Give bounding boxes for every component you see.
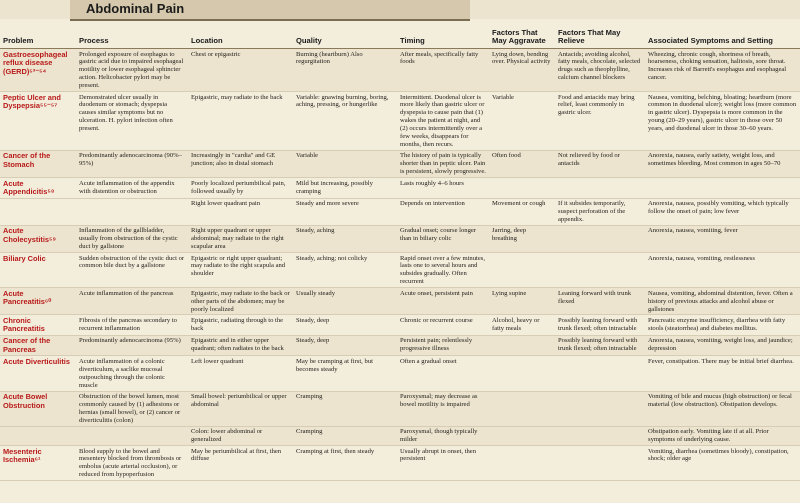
cell-location: Epigastric, may radiate to the back or other parts of the abdomen; may be poorly localized [188, 288, 293, 315]
cell-associated: Anorexia, nausea, vomiting, fever [645, 225, 800, 252]
cell-location: Epigastric or right upper quadrant; may radiate to the right scapula and shoulder [188, 253, 293, 288]
title-bar [0, 0, 800, 19]
cell-relieve: Possibly leaning forward with trunk flexed; often intractable [555, 335, 645, 356]
cell-quality: Usually steady [293, 288, 397, 315]
cell-location: Epigastric, radiating through to the back [188, 315, 293, 336]
table-row [0, 426, 800, 445]
cell-relieve [555, 178, 645, 199]
cell-associated: Anorexia, nausea, vomiting, restlessness [645, 253, 800, 288]
cell-relieve [555, 225, 645, 252]
cell-timing: Paroxysmal; may decrease as bowel motility is impaired [397, 391, 489, 426]
cell-quality: Steady, aching; not colicky [293, 253, 397, 288]
header-relieve: Factors That May Relieve [555, 23, 645, 49]
cell-quality: May be cramping at first, but becomes steady [293, 356, 397, 391]
cell-relieve: Leaning forward with trunk flexed [555, 288, 645, 315]
cell-problem: Gastroesophageal reflux disease (GERD)⁵³⁻⁵⁴ [0, 49, 76, 92]
cell-quality: Cramping [293, 426, 397, 445]
cell-problem: Biliary Colic [0, 253, 76, 288]
cell-aggravate: Movement or cough [489, 198, 555, 225]
abdominal-pain-table [0, 23, 800, 481]
cell-timing: Gradual onset; course longer than in biliary colic [397, 225, 489, 252]
cell-process: Sudden obstruction of the cystic duct or common bile duct by a gallstone [76, 253, 188, 288]
cell-quality: Cramping at first, then steady [293, 446, 397, 481]
header-quality: Quality [293, 23, 397, 49]
cell-quality: Mild but increasing, possibly cramping [293, 178, 397, 199]
header-associated: Associated Symptoms and Setting [645, 23, 800, 49]
cell-relieve: Not relieved by food or antacids [555, 150, 645, 177]
cell-problem: Acute Appendicitis⁵⁸ [0, 178, 76, 199]
cell-timing: Depends on intervention [397, 198, 489, 225]
cell-relieve [555, 426, 645, 445]
cell-location: Chest or epigastric [188, 49, 293, 92]
cell-problem [0, 198, 76, 225]
cell-associated: Nausea, vomiting, belching, bloating; heartburn (more common in duodenal ulcer); weight loss (more common in gastric ulcer). Dyspepsia is more common in the young (20–29 years), gastric ulcer in those over 50 years, and duodenal ulcer in those 30–60 years. [645, 92, 800, 151]
cell-quality: Variable: gnawing burning, boring, aching, pressing, or hungerlike [293, 92, 397, 151]
cell-location: Epigastric and in either upper quadrant; often radiates to the back [188, 335, 293, 356]
cell-timing: Often a gradual onset [397, 356, 489, 391]
table-row [0, 198, 800, 225]
cell-relieve: Food and antacids may bring relief, least commonly in gastric ulcer. [555, 92, 645, 151]
table-row [0, 150, 800, 177]
cell-location: Colon: lower abdominal or generalized [188, 426, 293, 445]
cell-location: Right lower quadrant pain [188, 198, 293, 225]
cell-relieve [555, 253, 645, 288]
table-row [0, 446, 800, 481]
cell-aggravate [489, 426, 555, 445]
cell-location: Increasingly in "cardia" and GE junction; also in distal stomach [188, 150, 293, 177]
table-row [0, 288, 800, 315]
cell-timing: Rapid onset over a few minutes, lasts one to several hours and subsides gradually. Often recurrent [397, 253, 489, 288]
cell-process: Predominantly adenocarcinoma (95%) [76, 335, 188, 356]
cell-problem: Acute Diverticulitis [0, 356, 76, 391]
cell-timing: Lasts roughly 4–6 hours [397, 178, 489, 199]
header-problem: Problem [0, 23, 76, 49]
cell-quality: Steady, deep [293, 315, 397, 336]
cell-quality: Steady, deep [293, 335, 397, 356]
cell-aggravate [489, 335, 555, 356]
cell-location: Right upper quadrant or upper abdominal; may radiate to the right scapular area [188, 225, 293, 252]
cell-relieve [555, 446, 645, 481]
cell-quality: Steady and more severe [293, 198, 397, 225]
cell-aggravate: Often food [489, 150, 555, 177]
cell-associated: Pancreatic enzyme insufficiency, diarrhea with fatty stools (steatorrhea) and diabetes mellitus. [645, 315, 800, 336]
cell-location: Small bowel: periumbilical or upper abdominal [188, 391, 293, 426]
table-row [0, 391, 800, 426]
cell-problem: Chronic Pancreatitis [0, 315, 76, 336]
table-row [0, 253, 800, 288]
cell-process: Acute inflammation of a colonic diverticulum, a saclike mucosal outpouching through the colonic muscle [76, 356, 188, 391]
cell-timing: Paroxysmal, though typically milder [397, 426, 489, 445]
cell-associated: Anorexia, nausea, vomiting, weight loss, and jaundice; depression [645, 335, 800, 356]
cell-process: Fibrosis of the pancreas secondary to recurrent inflammation [76, 315, 188, 336]
cell-aggravate [489, 391, 555, 426]
cell-timing: Acute onset, persistent pain [397, 288, 489, 315]
cell-associated: Vomiting of bile and mucus (high obstruction) or fecal material (low obstruction). Obstipation develops. [645, 391, 800, 426]
header-timing: Timing [397, 23, 489, 49]
table-row [0, 92, 800, 151]
cell-aggravate: Lying supine [489, 288, 555, 315]
cell-associated [645, 178, 800, 199]
cell-process: Predominantly adenocarcinoma (90%–95%) [76, 150, 188, 177]
cell-quality: Steady, aching [293, 225, 397, 252]
cell-timing: The history of pain is typically shorter than in peptic ulcer. Pain is persistent, slowly progressive. [397, 150, 489, 177]
cell-relieve: If it subsides temporarily, suspect perforation of the appendix. [555, 198, 645, 225]
cell-problem: Acute Cholecystitis⁵⁹ [0, 225, 76, 252]
table-row [0, 178, 800, 199]
cell-timing: Persistent pain; relentlessly progressive illness [397, 335, 489, 356]
cell-quality: Burning (heartburn) Also regurgitation [293, 49, 397, 92]
table-row [0, 225, 800, 252]
cell-process: Inflammation of the gallbladder, usually from obstruction of the cystic duct by gallstone [76, 225, 188, 252]
header-process: Process [76, 23, 188, 49]
cell-process: Blood supply to the bowel and mesentery blocked from thrombosis or embolus (acute arterial occlusion), or reduced from hypoperfusion [76, 446, 188, 481]
cell-aggravate: Lying down, bending over. Physical activity [489, 49, 555, 92]
table-row [0, 315, 800, 336]
cell-aggravate [489, 178, 555, 199]
cell-quality: Cramping [293, 391, 397, 426]
cell-timing: Chronic or recurrent course [397, 315, 489, 336]
cell-location: May be periumbilical at first, then diffuse [188, 446, 293, 481]
table-row [0, 49, 800, 92]
table-row [0, 335, 800, 356]
cell-associated: Wheezing, chronic cough, shortness of breath, hoarseness, choking sensation, halitosis, sore throat. Increases risk of Barrett's esophagus and esophageal cancer. [645, 49, 800, 92]
cell-process: Prolonged exposure of esophagus to gastric acid due to impaired esophageal motility or lower esophageal sphincter action. Helicobacter pylori may be present. [76, 49, 188, 92]
cell-problem [0, 426, 76, 445]
cell-location: Poorly localized periumbilical pain, followed usually by [188, 178, 293, 199]
header-row [0, 23, 800, 49]
header-location: Location [188, 23, 293, 49]
cell-aggravate [489, 446, 555, 481]
cell-problem: Cancer of the Pancreas [0, 335, 76, 356]
cell-process [76, 198, 188, 225]
cell-relieve: Antacids; avoiding alcohol, fatty meals, chocolate, selected drugs such as theophylline, calcium channel blockers [555, 49, 645, 92]
cell-process [76, 426, 188, 445]
cell-problem: Cancer of the Stomach [0, 150, 76, 177]
cell-quality: Variable [293, 150, 397, 177]
page-title: Abdominal Pain [86, 1, 185, 16]
cell-associated: Vomiting, diarrhea (sometimes bloody), constipation, shock; older age [645, 446, 800, 481]
cell-problem: Peptic Ulcer and Dyspepsia⁵⁵⁻⁵⁷ [0, 92, 76, 151]
cell-problem: Acute Bowel Obstruction [0, 391, 76, 426]
table-row [0, 356, 800, 391]
cell-problem: Acute Pancreatitis⁶⁰ [0, 288, 76, 315]
cell-associated: Obstipation early. Vomiting late if at all. Prior symptoms of underlying cause. [645, 426, 800, 445]
cell-aggravate: Variable [489, 92, 555, 151]
cell-process: Acute inflammation of the appendix with distention or obstruction [76, 178, 188, 199]
cell-process: Demonstrated ulcer usually in duodenum or stomach; dyspepsia causes similar symptoms but no ulceration. H. pylori infection often present. [76, 92, 188, 151]
cell-associated: Anorexia, nausea, possibly vomiting, which typically follow the onset of pain; low fever [645, 198, 800, 225]
cell-timing: Intermittent. Duodenal ulcer is more likely than gastric ulcer or dyspepsia to cause pain that (1) wakes the patient at night, and (2) occurs intermittently over a few weeks, disappears for months, then recurs. [397, 92, 489, 151]
cell-timing: Usually abrupt in onset, then persistent [397, 446, 489, 481]
header-aggravate: Factors That May Aggravate [489, 23, 555, 49]
cell-associated: Nausea, vomiting, abdominal distention, fever. Often a history of previous attacks and alcohol abuse or gallstones [645, 288, 800, 315]
cell-relieve [555, 391, 645, 426]
cell-aggravate: Jarring, deep breathing [489, 225, 555, 252]
cell-problem: Mesenteric Ischemia⁶¹ [0, 446, 76, 481]
cell-location: Left lower quadrant [188, 356, 293, 391]
cell-process: Obstruction of the bowel lumen, most commonly caused by (1) adhesions or hernias (small bowel), or (2) cancer or diverticulitis (colon) [76, 391, 188, 426]
cell-aggravate [489, 356, 555, 391]
cell-relieve: Possibly leaning forward with trunk flexed; often intractable [555, 315, 645, 336]
cell-aggravate [489, 253, 555, 288]
cell-relieve [555, 356, 645, 391]
cell-associated: Fever, constipation. There may be initial brief diarrhea. [645, 356, 800, 391]
cell-aggravate: Alcohol, heavy or fatty meals [489, 315, 555, 336]
cell-process: Acute inflammation of the pancreas [76, 288, 188, 315]
cell-associated: Anorexia, nausea, early satiety, weight loss, and sometimes bleeding. Most common in ages 50–70 [645, 150, 800, 177]
cell-location: Epigastric, may radiate to the back [188, 92, 293, 151]
cell-timing: After meals, specifically fatty foods [397, 49, 489, 92]
